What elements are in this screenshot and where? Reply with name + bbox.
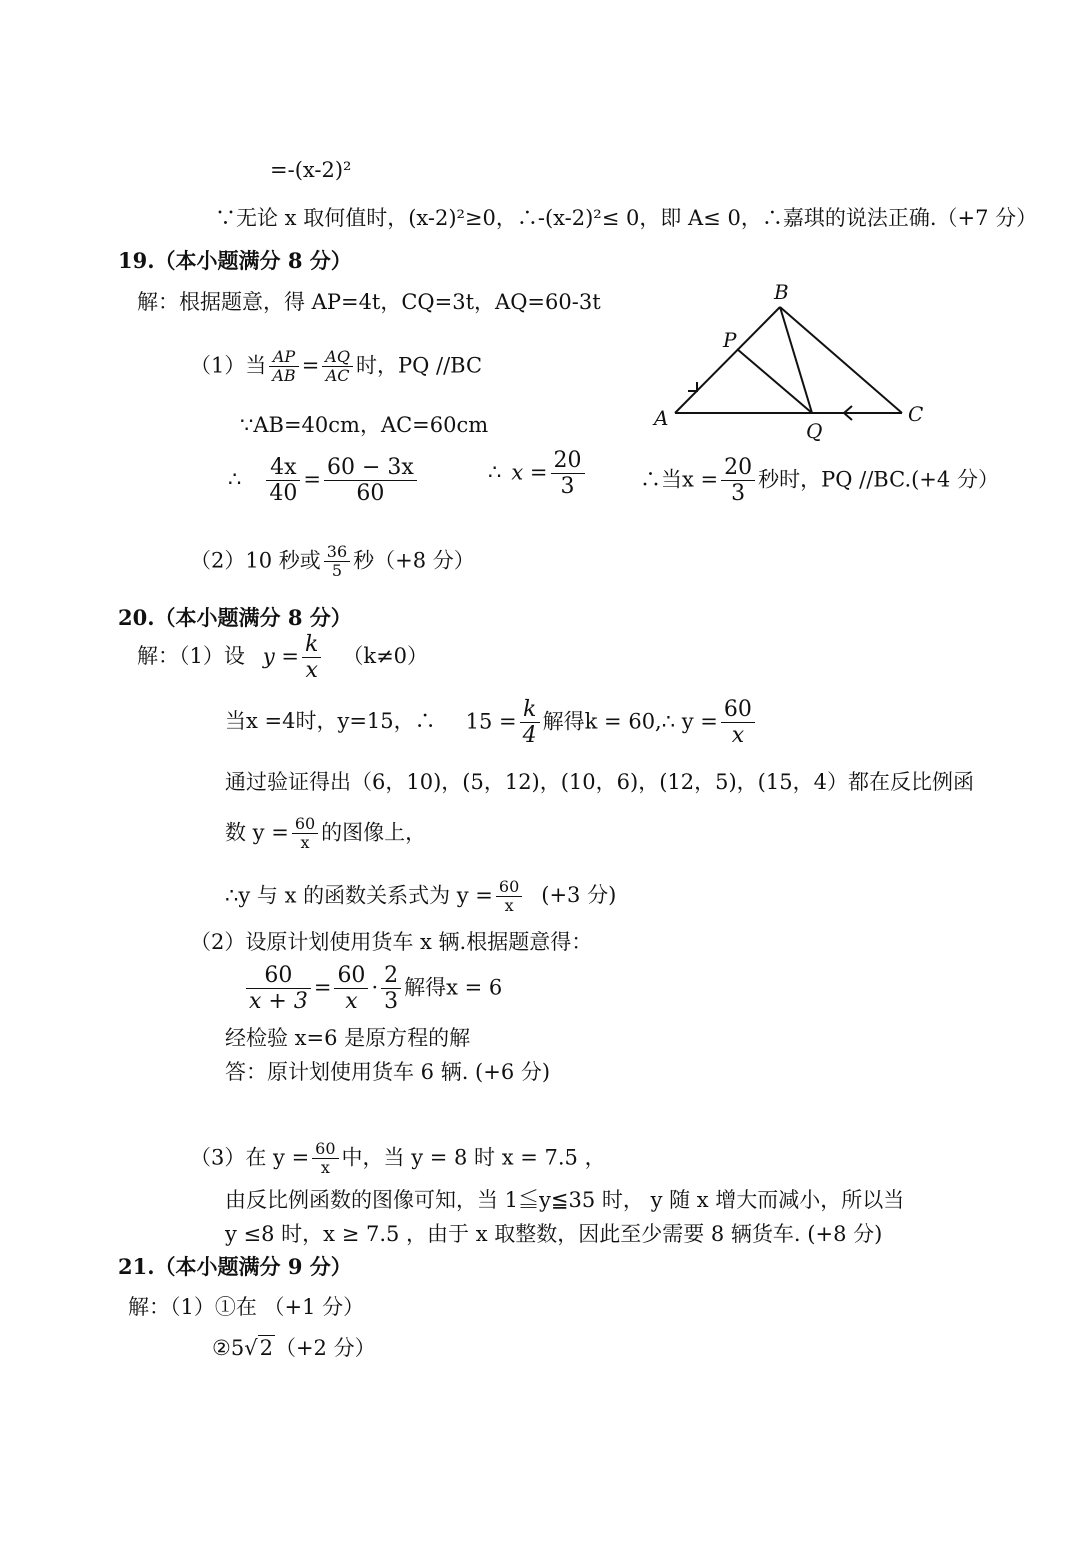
equals-sign: = <box>313 975 332 1000</box>
s20-solve: 解得x = 6 <box>404 975 503 1000</box>
equals-sign: = <box>301 353 320 378</box>
s21-header: 21.（本小题满分 9 分） <box>118 1254 352 1279</box>
s19-x-solution <box>488 448 588 500</box>
s20-line-5 <box>225 878 616 916</box>
frac-den: x <box>305 658 318 684</box>
label-a: A <box>654 406 669 430</box>
s21-l2-pre: ②5 <box>212 1336 245 1360</box>
s20-line-1 <box>137 632 428 684</box>
frac-den: 3 <box>731 481 746 507</box>
frac-den: 3 <box>384 989 399 1015</box>
s20-l2-mid: 解得k = 60,∴ y = <box>542 709 718 734</box>
s20-line-4 <box>225 815 426 853</box>
fraction-60-3x-60 <box>324 455 417 507</box>
s19-result: 秒时，PQ //BC.(+4 分） <box>758 467 999 492</box>
frac-den: 60 <box>356 481 385 507</box>
frac-den: 3 <box>560 474 575 500</box>
frac-den: 5 <box>331 561 343 581</box>
s20-line-3: 通过验证得出（6，10)，(5，12)，(10，6)，(12，5)，(15，4）都在反比例函 <box>225 770 974 794</box>
sqrt-icon: √ <box>244 1336 258 1360</box>
fraction-k-4 <box>520 697 540 749</box>
fraction-60-x-d <box>334 963 368 1015</box>
s20-equation <box>243 963 502 1015</box>
s20-l4-post: 的图像上， <box>321 820 427 845</box>
s19-p1-post: 时，PQ //BC <box>355 353 483 378</box>
label-c: C <box>908 402 924 426</box>
frac-den: AB <box>272 366 296 386</box>
equals-sign: = <box>303 467 321 492</box>
fraction-60-x-c <box>496 878 522 916</box>
s19-p2-post: 秒（+8 分） <box>353 548 475 573</box>
dot-operator: · <box>371 975 379 1000</box>
arrow-on-ab-icon <box>688 382 697 391</box>
fraction-60-x-plus-3 <box>246 963 311 1015</box>
fraction-2-3 <box>381 963 401 1015</box>
frac-num: 4x <box>266 455 300 481</box>
therefore-symbol: ∴ <box>228 467 242 492</box>
frac-num: 20 <box>721 455 755 481</box>
fraction-60-x <box>721 697 755 749</box>
s20-l5-pre: ∴y 与 x 的函数关系式为 y = <box>225 883 493 908</box>
triangle-diagram <box>640 275 940 450</box>
fraction-20-3 <box>551 448 585 500</box>
segment-bq <box>780 307 812 413</box>
label-q: Q <box>806 419 823 443</box>
s20-part3-line-3: y ≤8 时，x ≥ 7.5 ，由于 x 取整数，因此至少需要 8 辆货车. (+8 分) <box>225 1222 883 1246</box>
s19-part2 <box>190 543 475 581</box>
x-equals: x = <box>511 460 548 485</box>
sqrt-argument: 2 <box>259 1336 273 1360</box>
frac-num: 20 <box>551 448 585 474</box>
fraction-ap-ab <box>269 348 298 386</box>
s20-15-equals: 15 = <box>465 709 517 734</box>
s20-part2: （2）设原计划使用货车 x 辆.根据题意得： <box>190 930 593 954</box>
s20-header: 20.（本小题满分 8 分） <box>118 605 352 630</box>
frac-den: x <box>320 1158 330 1178</box>
s20-l4-pre: 数 y = <box>225 820 289 845</box>
s20-part3-line-2: 由反比例函数的图像可知，当 1≦y≦35 时， y 随 x 增大而减小，所以当 <box>225 1188 905 1212</box>
s20-p3-post: 中，当 y = 8 时 x = 7.5 ， <box>341 1145 606 1170</box>
s20-l1-pre: 解：（1）设 <box>137 644 245 669</box>
frac-den: x <box>345 989 358 1015</box>
s20-check: 经检验 x=6 是原方程的解 <box>225 1026 471 1050</box>
fraction-60-x-b <box>292 815 318 853</box>
s19-p1-pre: （1）当 <box>190 353 267 378</box>
s19-line-1: 解：根据题意，得 AP=4t，CQ=3t，AQ=60-3t <box>137 290 601 314</box>
label-b: B <box>774 280 789 304</box>
s19-conclusion <box>640 455 999 507</box>
when-x: ∴当x = <box>640 467 719 492</box>
s19-part1-condition <box>190 348 482 386</box>
frac-num: k <box>520 697 540 723</box>
frac-num: 60 <box>292 815 318 834</box>
frac-num: 60 <box>334 963 368 989</box>
therefore-symbol: ∴ <box>488 460 502 485</box>
s20-l2-pre: 当x =4时，y=15，∴ <box>225 709 436 734</box>
frac-den: x <box>731 723 745 749</box>
s20-l5-post: (+3 分) <box>541 883 617 908</box>
s20-l1-post: （k≠0） <box>342 644 429 669</box>
frac-den: x <box>300 833 310 853</box>
fraction-36-5 <box>324 543 350 581</box>
s21-line-1: 解：（1）①在 （+1 分） <box>128 1295 365 1319</box>
fraction-aq-ac <box>322 348 353 386</box>
s19-equation <box>228 455 420 507</box>
s20-p3-pre: （3）在 y = <box>190 1145 310 1170</box>
fraction-4x-40 <box>266 455 300 507</box>
label-p: P <box>723 328 737 352</box>
s21-l2-post: （+2 分） <box>274 1336 376 1360</box>
frac-num: AQ <box>322 348 353 367</box>
s19-p2-pre: （2）10 秒或 <box>190 548 321 573</box>
frac-num: 60 <box>246 963 311 989</box>
y-equals: y = <box>262 644 300 669</box>
frac-den: 4 <box>522 723 537 749</box>
s18-line-1: =-(x-2)² <box>270 158 352 182</box>
fraction-20-3-b <box>721 455 755 507</box>
segment-ab <box>675 307 780 413</box>
s20-answer: 答：原计划使用货车 6 辆. (+6 分) <box>225 1060 551 1084</box>
s19-line-3: ∵AB=40cm，AC=60cm <box>240 413 489 437</box>
s21-line-2 <box>212 1338 376 1359</box>
s20-part3 <box>190 1140 606 1178</box>
frac-den: x <box>504 896 514 916</box>
frac-den: x + 3 <box>249 989 308 1015</box>
frac-den: AC <box>325 366 350 386</box>
frac-num: 60 <box>721 697 755 723</box>
segment-bc <box>780 307 902 413</box>
fraction-k-x <box>302 632 321 684</box>
frac-num: 60 <box>312 1140 338 1159</box>
s19-header: 19.（本小题满分 8 分） <box>118 248 352 273</box>
frac-num: 2 <box>381 963 401 989</box>
segment-pq <box>737 349 812 413</box>
fraction-60-x-e <box>312 1140 338 1178</box>
frac-num: 36 <box>324 543 350 562</box>
frac-num: AP <box>269 348 298 367</box>
frac-num: 60 − 3x <box>324 455 417 481</box>
frac-num: k <box>302 632 321 658</box>
frac-den: 40 <box>269 481 298 507</box>
s18-line-2: ∵无论 x 取何值时，(x-2)²≥0，∴-(x-2)²≤ 0，即 A≤ 0，∴嘉琪的说法正确.（+7 分） <box>215 206 1038 230</box>
frac-num: 60 <box>496 878 522 897</box>
s20-line-2 <box>225 697 758 749</box>
